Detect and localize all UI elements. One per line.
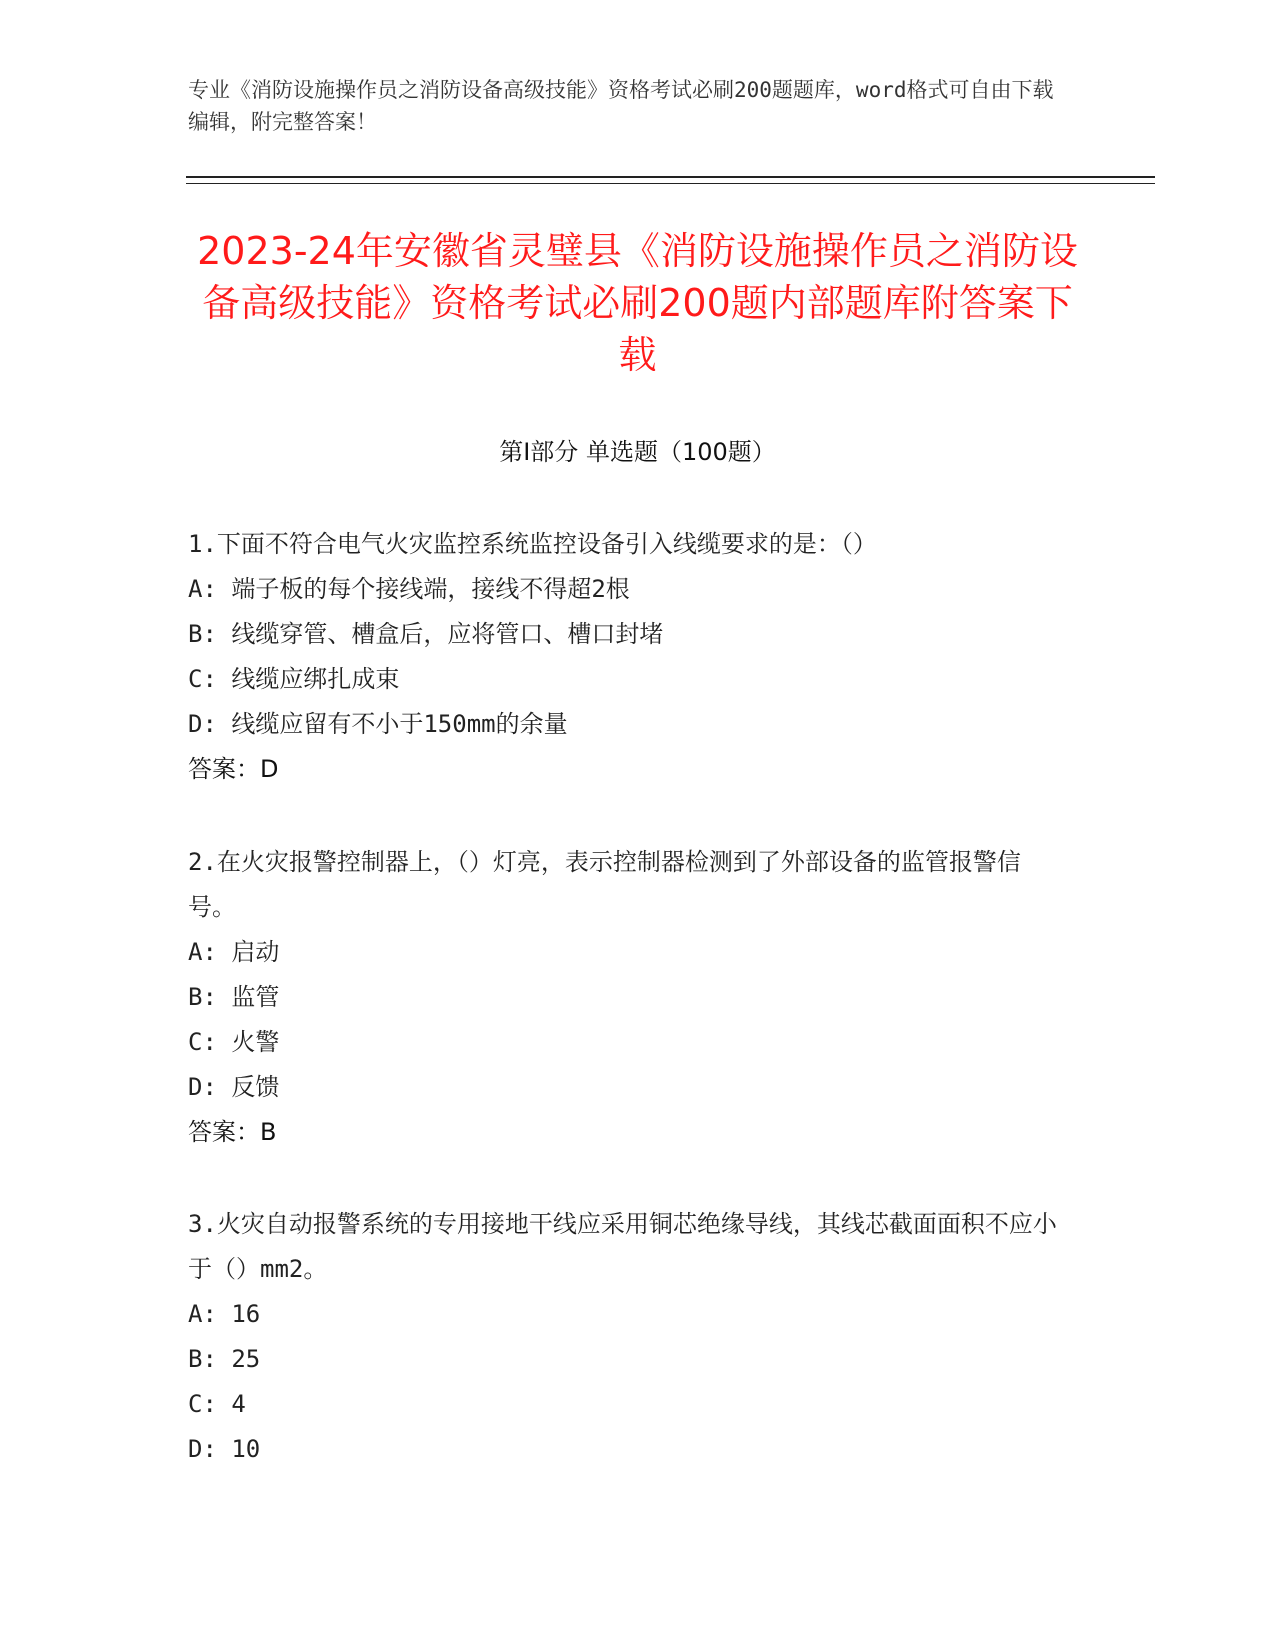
answer: 答案：D (188, 755, 279, 783)
option-b: B: 25 (188, 1345, 261, 1373)
question-3 (188, 1202, 1068, 1472)
option-b: B: 监管 (188, 983, 280, 1011)
answer: 答案：B (188, 1118, 277, 1146)
option-b: B: 线缆穿管、槽盒后，应将管口、槽口封堵 (188, 620, 664, 648)
question-1 (188, 522, 1068, 792)
option-d: D: 线缆应留有不小于150mm的余量 (188, 710, 568, 738)
option-d: D: 反馈 (188, 1073, 280, 1101)
option-a: A: 16 (188, 1300, 261, 1328)
option-d: D: 10 (188, 1435, 261, 1463)
header-divider-thin (186, 183, 1155, 184)
question-stem: 1.下面不符合电气火灾监控系统监控设备引入线缆要求的是：（） (188, 530, 877, 558)
option-c: C: 火警 (188, 1028, 280, 1056)
question-2 (188, 840, 1068, 1155)
section-title: 第Ⅰ部分 单选题（100题） (499, 438, 776, 466)
document-title: 2023-24年安徽省灵璧县《消防设施操作员之消防设备高级技能》资格考试必刷200题内部题库附答案下载 (197, 229, 1078, 377)
header-divider-thick (186, 176, 1155, 178)
question-stem: 2.在火灾报警控制器上，（）灯亮，表示控制器检测到了外部设备的监管报警信号。 (188, 848, 1021, 921)
option-a: A: 端子板的每个接线端，接线不得超2根 (188, 575, 630, 603)
question-stem: 3.火灾自动报警系统的专用接地干线应采用铜芯绝缘导线，其线芯截面面积不应小于（）mm2。 (188, 1210, 1057, 1283)
option-c: C: 线缆应绑扎成束 (188, 665, 400, 693)
header-note: 专业《消防设施操作员之消防设备高级技能》资格考试必刷200题题库，word格式可自由下载编辑，附完整答案！ (188, 78, 1054, 134)
option-a: A: 启动 (188, 938, 280, 966)
option-c: C: 4 (188, 1390, 246, 1418)
